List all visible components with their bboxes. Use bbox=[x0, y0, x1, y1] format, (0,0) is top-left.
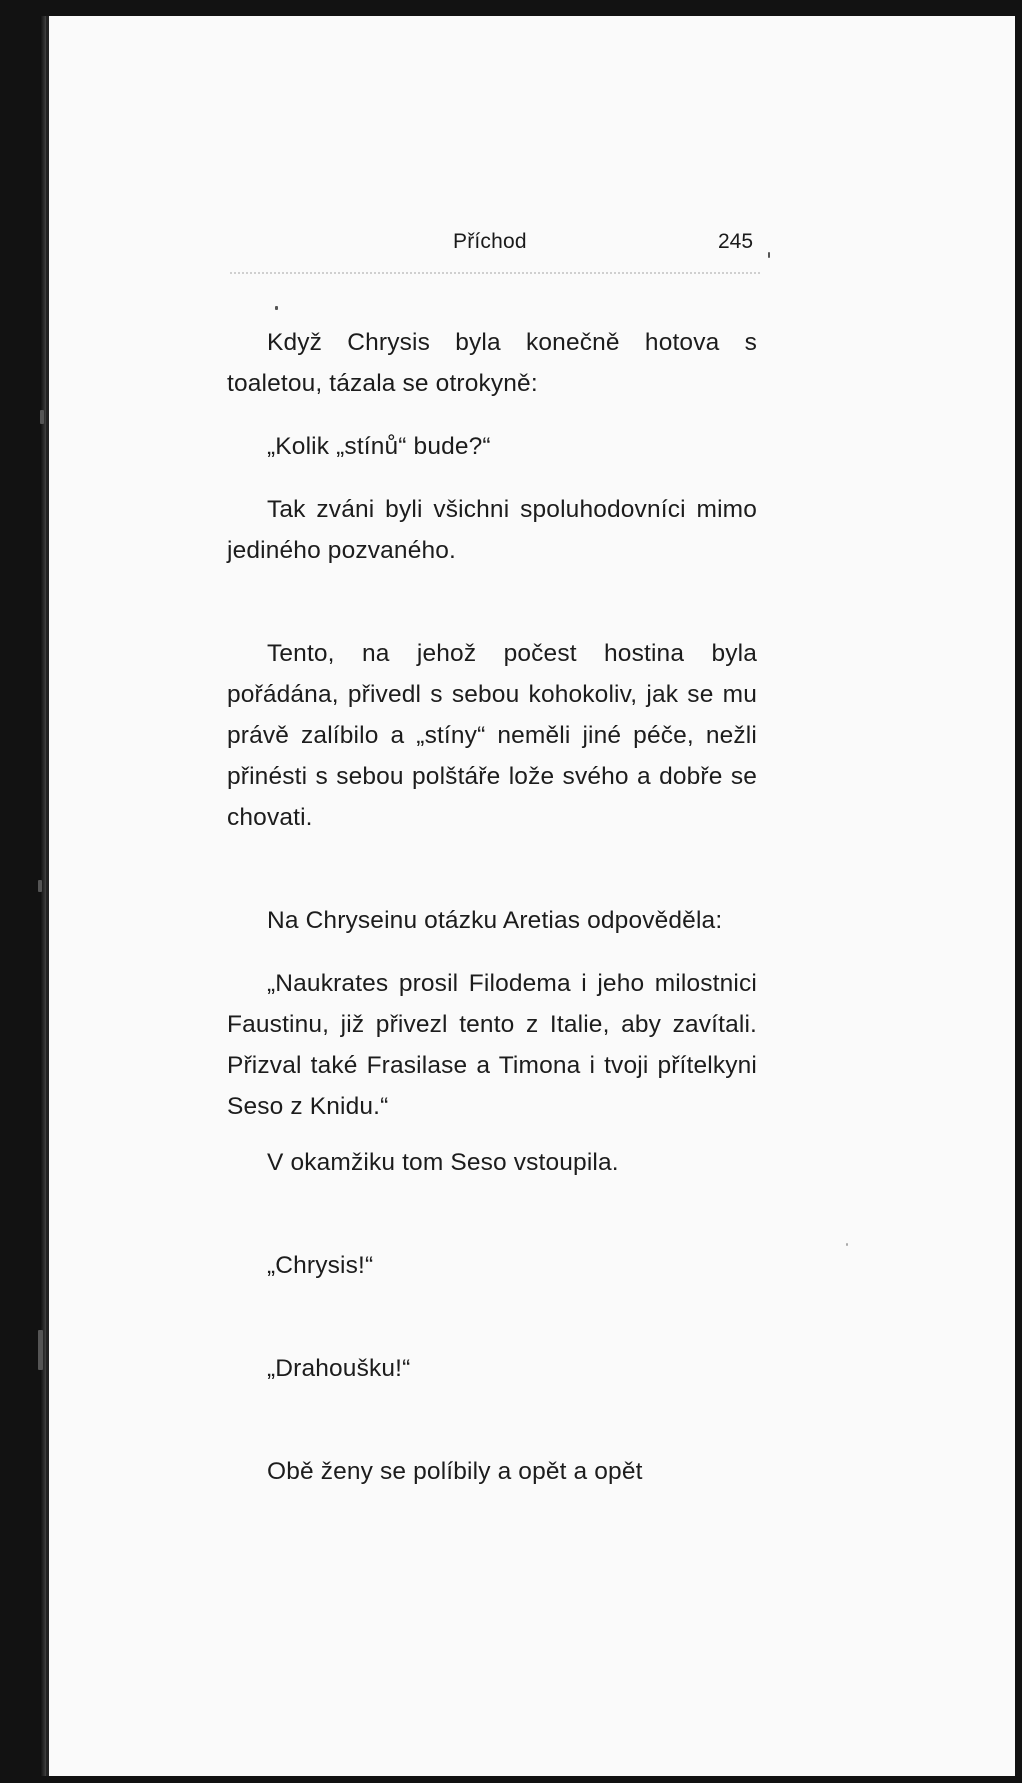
paragraph: „Naukrates prosil Filodema i jeho milostnici Faustinu, již přivezl tento z Italie, aby zavítali. Přizval také Frasilase a Timona i tvoji přítelkyni Seso z Knidu.“ bbox=[227, 970, 757, 1120]
scan-speck bbox=[38, 1330, 43, 1370]
scan-speck bbox=[40, 410, 44, 424]
paragraph: „Kolik „stínů“ bude?“ bbox=[267, 433, 491, 460]
paragraph: Tak zváni byli všichni spoluhodovníci mimo jediného pozvaného. bbox=[227, 496, 757, 564]
page-number: 245 bbox=[718, 230, 754, 253]
paragraph: Na Chryseinu otázku Aretias odpověděla: bbox=[267, 907, 723, 934]
paragraph: Obě ženy se políbily a opět a opět bbox=[267, 1458, 643, 1485]
body-text bbox=[227, 322, 757, 1492]
paragraph: V okamžiku tom Seso vstoupila. bbox=[267, 1149, 619, 1176]
paragraph: „Drahoušku!“ bbox=[267, 1355, 411, 1382]
paragraph: Když Chrysis byla konečně hotova s toaletou, tázala se otrokyně: bbox=[227, 329, 757, 397]
scan-speck bbox=[846, 1243, 848, 1246]
scan-speck bbox=[275, 306, 278, 310]
paragraph: Tento, na jehož počest hostina byla pořádána, přivedl s sebou kohokoliv, jak se mu právě zalíbilo a „stíny“ neměli jiné péče, nežli přinésti s sebou polštáře lože svého a dobře se chovati. bbox=[227, 640, 757, 831]
scan-speck bbox=[38, 880, 42, 892]
scan-speck bbox=[768, 252, 770, 258]
header-rule bbox=[230, 272, 760, 274]
paragraph: „Chrysis!“ bbox=[267, 1252, 374, 1279]
running-title: Příchod bbox=[453, 230, 527, 253]
page-header bbox=[200, 220, 760, 280]
